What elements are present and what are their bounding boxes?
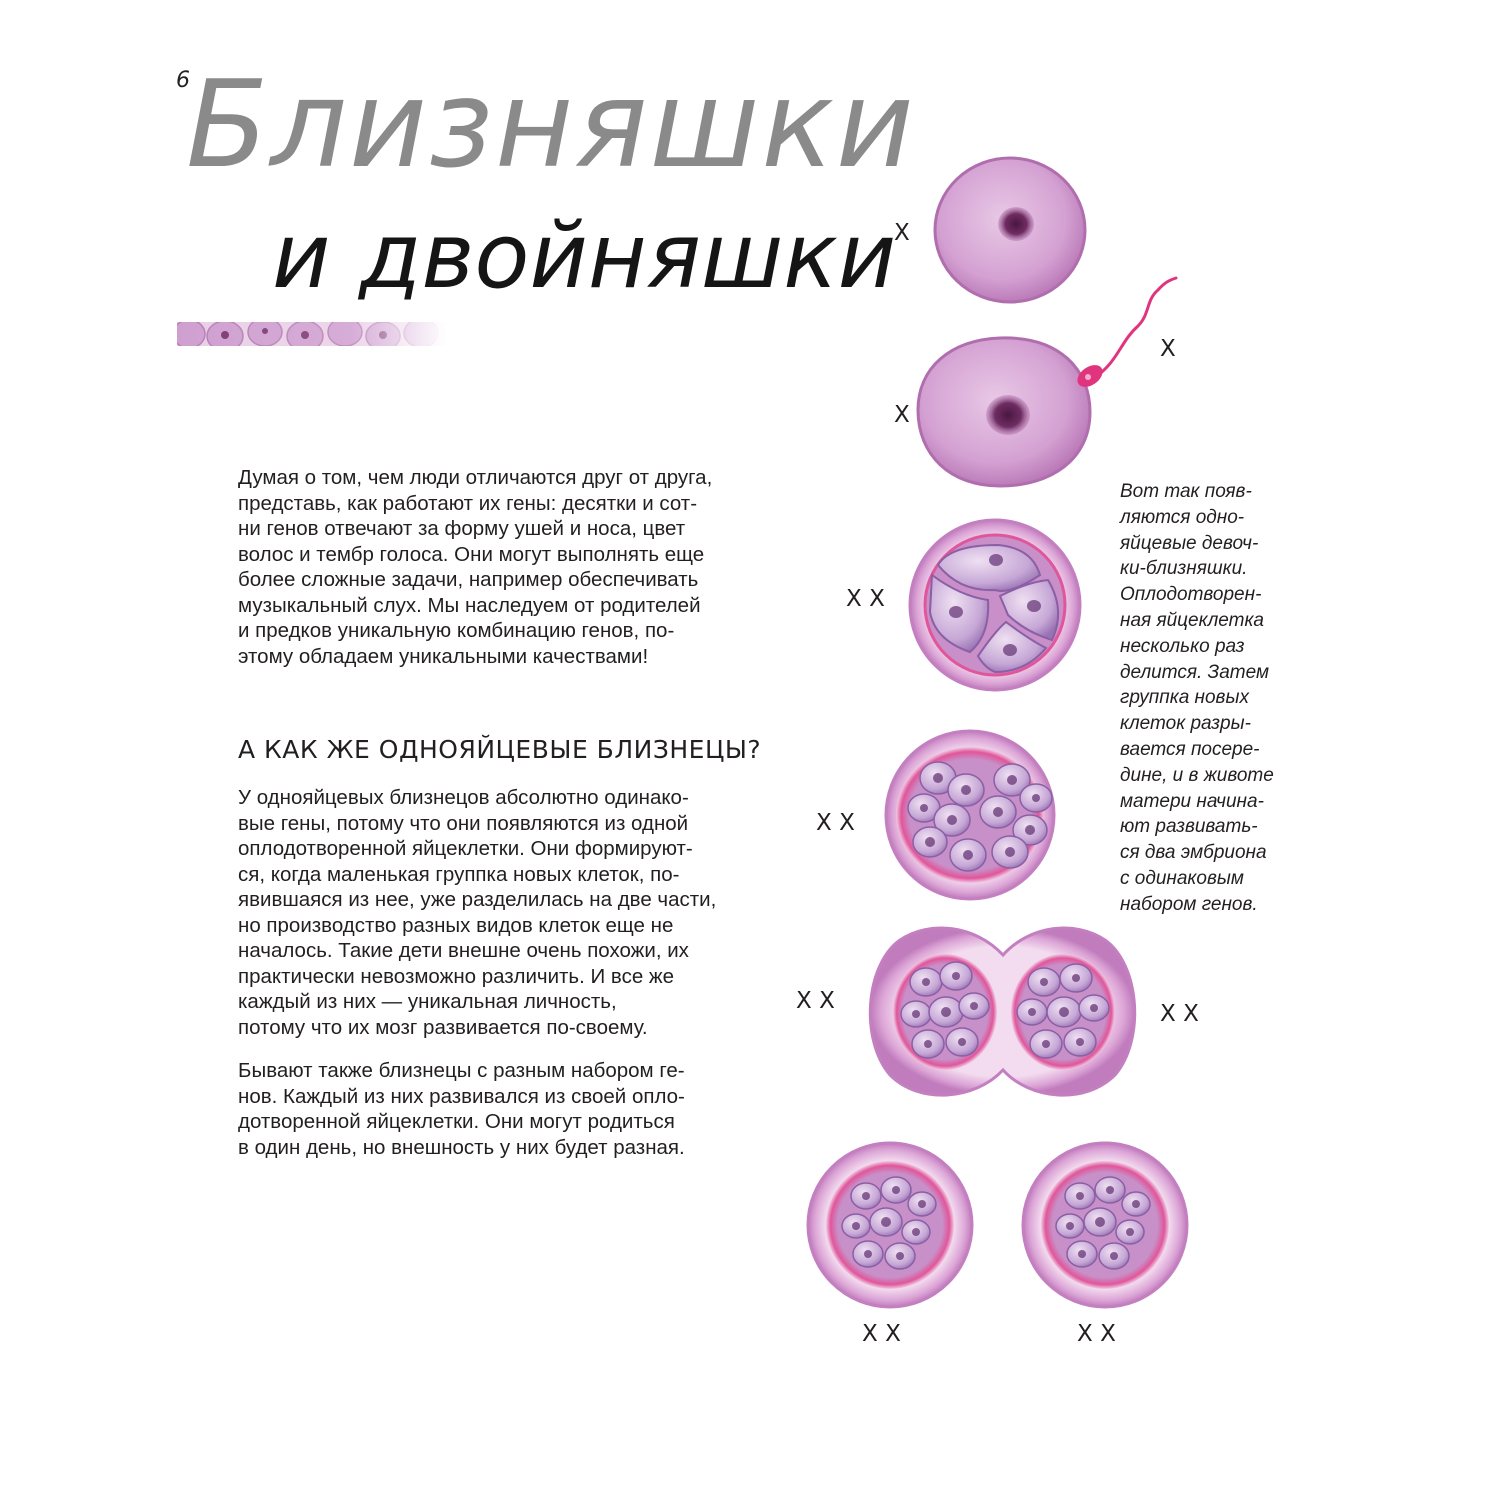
paragraph-line: потому что их мозг развивается по-своему. xyxy=(238,1015,648,1039)
egg-cell xyxy=(935,158,1085,302)
paragraph-line: но производство разных видов клеток еще не xyxy=(238,913,674,937)
chromosome-label-twin-right: X X xyxy=(1077,1321,1116,1347)
four-cell-stage xyxy=(910,520,1080,690)
caption-line: делится. Затем xyxy=(1120,661,1269,683)
intro-line: и предков уникальную комбинацию генов, по- xyxy=(238,619,675,642)
caption-line: дине, и в животе xyxy=(1120,764,1274,786)
caption-line: ся два эмбриона xyxy=(1120,842,1267,864)
caption-line: яйцевые девоч- xyxy=(1120,532,1259,554)
chromosome-label-twin-left: X X xyxy=(862,1321,901,1347)
paragraph-line: дотворенной яйцеклетки. Они могут родиться xyxy=(238,1110,675,1133)
page-number: 6 xyxy=(176,68,190,93)
paragraph-line: вые гены, потому что они появляются из одной xyxy=(238,811,689,835)
sperm-cell xyxy=(1073,278,1176,391)
caption-line: группка новых xyxy=(1120,687,1249,709)
chromosome-label-egg: X xyxy=(894,220,910,246)
chromosome-label-fertilized: X xyxy=(894,402,910,428)
paragraph-line: У однояйцевых близнецов абсолютно одинако- xyxy=(238,786,689,809)
paragraph-line: ся, когда маленькая группка новых клеток, по- xyxy=(238,862,680,886)
caption-line: набором генов. xyxy=(1120,893,1258,915)
paragraph-line: каждый из них — уникальная личность, xyxy=(238,990,617,1013)
twin-embryo-right xyxy=(1023,1143,1187,1307)
intro-line: более сложные задачи, например обеспечивать xyxy=(238,568,699,591)
page-subtitle: и двойняшки xyxy=(272,204,897,309)
caption-line: матери начина- xyxy=(1120,790,1264,812)
paragraph-line: практически невозможно различить. И все же xyxy=(238,964,675,988)
splitting-stage xyxy=(870,928,1134,1095)
caption-line: ная яйцеклетка xyxy=(1120,609,1265,631)
caption-line: ляются одно- xyxy=(1120,506,1245,528)
caption-line: клеток разры- xyxy=(1120,713,1251,735)
paragraph-line: в один день, но внешность у них будет разная. xyxy=(238,1135,685,1159)
intro-line: представь, как работают их гены: десятки и сот- xyxy=(238,491,698,515)
caption-line: Оплодотворен- xyxy=(1120,584,1262,606)
chromosome-label-sperm: X xyxy=(1160,336,1176,362)
chromosome-label-four-cell: X X xyxy=(846,586,885,612)
caption-line: несколько раз xyxy=(1120,635,1245,657)
chromosome-label-morula: X X xyxy=(816,810,855,836)
fertilization-cell xyxy=(918,278,1176,486)
intro-line: волос и тембр голоса. Они могут выполнять еще xyxy=(238,542,705,566)
caption-line: ки-близняшки. xyxy=(1120,558,1248,580)
twin-embryo-left xyxy=(808,1143,972,1307)
paragraph-line: Бывают также близнецы с разным набором ге- xyxy=(238,1059,685,1082)
intro-line: ни генов отвечают за форму ушей и носа, цвет xyxy=(238,517,686,540)
section-heading: А КАК ЖЕ ОДНОЯЙЦЕВЫЕ БЛИЗНЕЦЫ? xyxy=(238,735,762,764)
caption-line: Вот так появ- xyxy=(1120,481,1252,502)
morula-stage xyxy=(886,731,1054,899)
intro-line: Думая о том, чем люди отличаются друг от друга, xyxy=(238,466,713,489)
chromosome-label-split-right: X X xyxy=(1160,1001,1199,1027)
egg-nucleus xyxy=(998,207,1034,241)
page-title: Близняшки xyxy=(186,56,916,195)
caption-line: вается посере- xyxy=(1120,738,1260,760)
intro-line: этому обладаем уникальными качествами! xyxy=(238,644,649,668)
paragraph-line: явившаяся из нее, уже разделилась на две части, xyxy=(238,888,717,911)
caption-line: с одинаковым xyxy=(1120,867,1244,889)
caption-line: ют развивать- xyxy=(1120,816,1258,838)
paragraph-line: нов. Каждый из них развивался из своей опло- xyxy=(238,1084,685,1108)
chromosome-label-split-left: X X xyxy=(796,988,835,1014)
paragraph-line: оплодотворенной яйцеклетки. Они формируют- xyxy=(238,837,693,860)
paragraph-line: началось. Такие дети внешне очень похожи, их xyxy=(238,939,689,962)
intro-line: музыкальный слух. Мы наследуем от родителей xyxy=(238,593,701,617)
